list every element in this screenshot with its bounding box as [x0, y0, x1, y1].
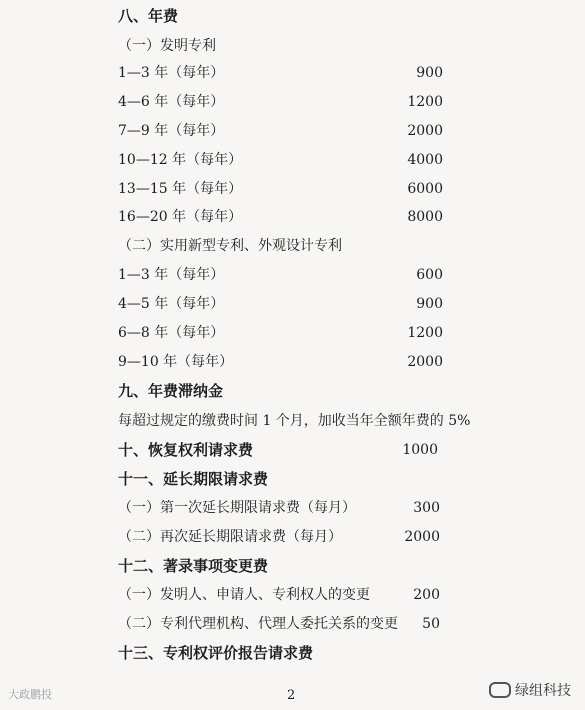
- fee-row-label: 1—3 年（每年）: [118, 267, 225, 283]
- fee-row-label: 6—8 年（每年）: [118, 325, 225, 341]
- fee-row-label: （二）再次延长期限请求费（每月）: [118, 529, 342, 545]
- fee-row-label: 4—6 年（每年）: [118, 94, 225, 110]
- section-10-heading: 十、恢复权利请求费: [118, 441, 254, 459]
- fee-row-label: 13—15 年（每年）: [118, 181, 243, 197]
- fee-row-amount: 1200: [407, 94, 443, 110]
- section-11-heading: 十一、延长期限请求费: [118, 470, 269, 488]
- section-9-heading: 九、年费滞纳金: [118, 382, 224, 400]
- fee-row-amount: 1200: [407, 325, 443, 341]
- fee-row-amount: 50: [422, 616, 440, 632]
- fee-row-amount: 2000: [407, 354, 443, 370]
- fee-row-label: （二）专利代理机构、代理人委托关系的变更: [118, 616, 398, 632]
- fee-row-amount: 900: [416, 296, 443, 312]
- page-number: 2: [287, 688, 296, 703]
- watermark-right-text: 绿组科技: [515, 683, 571, 699]
- watermark-left: 大政鹏投: [8, 688, 52, 701]
- watermark-right: [489, 680, 571, 700]
- fee-row-label: 9—10 年（每年）: [118, 354, 234, 370]
- fee-row-label: 1—3 年（每年）: [118, 65, 225, 81]
- fee-row-label: 4—5 年（每年）: [118, 296, 225, 312]
- fee-row-amount: 900: [416, 65, 443, 81]
- fee-row-label: 10—12 年（每年）: [118, 152, 243, 168]
- fee-row-amount: 8000: [407, 209, 443, 225]
- fee-row-label: 7—9 年（每年）: [118, 123, 225, 139]
- section-12-heading: 十二、著录事项变更费: [118, 557, 269, 575]
- section-8a-heading: （一）发明专利: [118, 38, 216, 54]
- late-fee-text: 每超过规定的缴费时间 1 个月，加收当年全额年费的 5%: [118, 413, 471, 429]
- fee-row-label: （一）发明人、申请人、专利权人的变更: [118, 587, 370, 603]
- fee-row-label: （一）第一次延长期限请求费（每月）: [118, 500, 356, 516]
- fee-row-amount: 6000: [407, 181, 443, 197]
- fee-row-amount: 300: [413, 500, 440, 516]
- fee-row-amount: 2000: [407, 123, 443, 139]
- fee-row-amount: 200: [413, 587, 440, 603]
- section-10-amount: 1000: [402, 442, 438, 458]
- fee-row-amount: 4000: [407, 152, 443, 168]
- section-8-heading: 八、年费: [118, 7, 179, 25]
- section-8b-heading: （二）实用新型专利、外观设计专利: [118, 238, 342, 254]
- fee-row-label: 16—20 年（每年）: [118, 209, 243, 225]
- fee-row-amount: 600: [416, 267, 443, 283]
- chat-icon: [489, 682, 511, 698]
- fee-row-amount: 2000: [404, 529, 440, 545]
- section-13-heading: 十三、专利权评价报告请求费: [118, 644, 314, 662]
